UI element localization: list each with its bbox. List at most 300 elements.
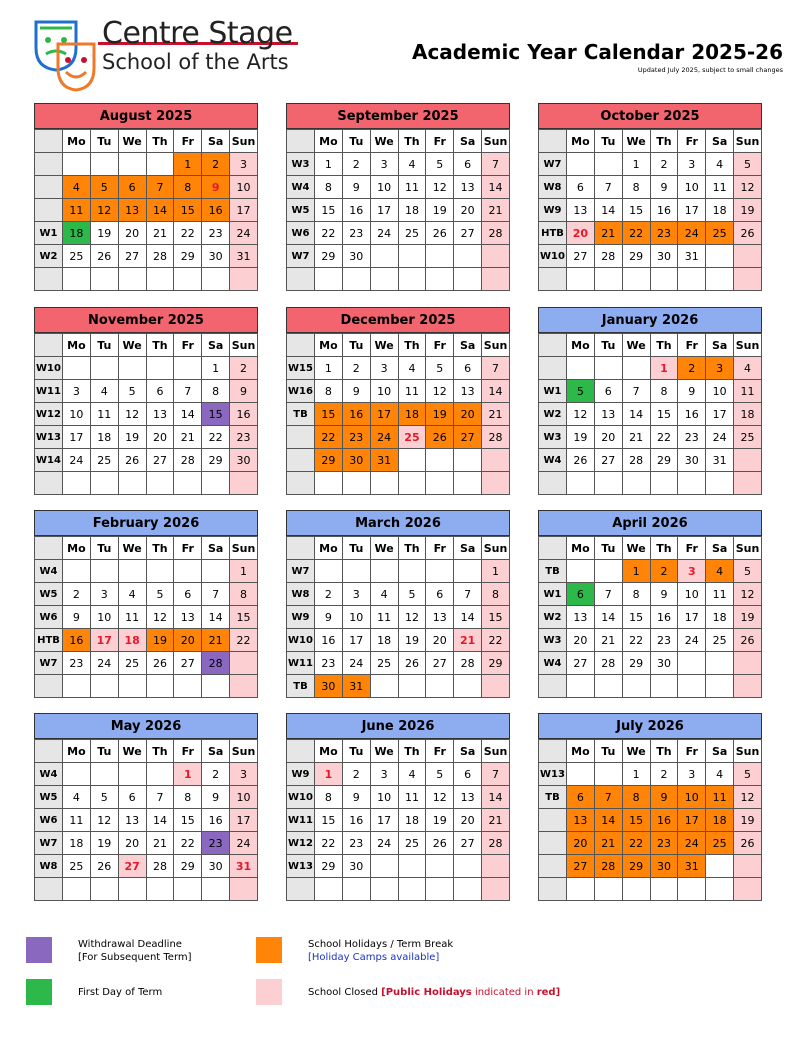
day-cell: 24 bbox=[230, 222, 258, 245]
day-cell: 22 bbox=[622, 222, 650, 245]
day-cell: 30 bbox=[650, 652, 678, 675]
month-table bbox=[538, 333, 762, 495]
week-number: TB bbox=[287, 675, 315, 698]
month-table bbox=[34, 129, 258, 291]
day-cell: 2 bbox=[230, 357, 258, 380]
day-cell: 10 bbox=[678, 176, 706, 199]
week-number: W11 bbox=[287, 809, 315, 832]
day-cell: 21 bbox=[594, 832, 622, 855]
week-row bbox=[35, 357, 258, 380]
day-cell: 2 bbox=[650, 560, 678, 583]
month-table bbox=[538, 129, 762, 291]
weekday-label: Sa bbox=[202, 334, 230, 357]
day-cell: 26 bbox=[567, 449, 595, 472]
weekday-label: Tu bbox=[594, 130, 622, 153]
week-number bbox=[539, 809, 567, 832]
theatre-masks-icon bbox=[30, 14, 100, 94]
empty-day-cell bbox=[118, 357, 146, 380]
day-cell: 25 bbox=[370, 652, 398, 675]
week-row bbox=[539, 560, 762, 583]
empty-day-cell bbox=[202, 268, 230, 291]
day-cell: 17 bbox=[678, 809, 706, 832]
day-cell: 30 bbox=[342, 245, 370, 268]
weekday-label: We bbox=[370, 740, 398, 763]
month-title: April 2026 bbox=[538, 510, 762, 536]
week-header-cell bbox=[35, 130, 63, 153]
week-number: W9 bbox=[287, 763, 315, 786]
day-cell: 9 bbox=[342, 176, 370, 199]
day-cell: 27 bbox=[454, 426, 482, 449]
day-cell: 30 bbox=[315, 675, 343, 698]
day-cell: 9 bbox=[230, 380, 258, 403]
empty-day-cell bbox=[370, 855, 398, 878]
day-cell: 23 bbox=[202, 832, 230, 855]
empty-day-cell bbox=[426, 245, 454, 268]
day-cell: 21 bbox=[594, 222, 622, 245]
day-cell: 29 bbox=[650, 449, 678, 472]
day-cell: 22 bbox=[482, 629, 510, 652]
weekday-label: We bbox=[118, 740, 146, 763]
day-cell: 12 bbox=[426, 176, 454, 199]
day-cell: 26 bbox=[426, 832, 454, 855]
day-cell: 29 bbox=[622, 652, 650, 675]
day-cell: 17 bbox=[90, 629, 118, 652]
week-row bbox=[287, 763, 510, 786]
day-cell: 15 bbox=[202, 403, 230, 426]
day-cell: 6 bbox=[567, 583, 595, 606]
empty-day-cell bbox=[482, 449, 510, 472]
day-cell: 31 bbox=[678, 245, 706, 268]
week-number: W9 bbox=[287, 606, 315, 629]
week-number: W4 bbox=[539, 449, 567, 472]
day-cell: 3 bbox=[63, 380, 91, 403]
empty-day-cell bbox=[230, 652, 258, 675]
empty-day-cell bbox=[342, 878, 370, 901]
month-january-2026 bbox=[538, 307, 762, 495]
week-number bbox=[35, 878, 63, 901]
day-cell: 12 bbox=[426, 380, 454, 403]
week-row bbox=[35, 472, 258, 495]
empty-day-cell bbox=[706, 245, 734, 268]
empty-day-cell bbox=[342, 472, 370, 495]
day-cell: 12 bbox=[90, 809, 118, 832]
legend-closed bbox=[308, 986, 560, 999]
day-cell: 13 bbox=[454, 380, 482, 403]
day-cell: 19 bbox=[567, 426, 595, 449]
day-cell: 6 bbox=[118, 176, 146, 199]
week-row bbox=[287, 472, 510, 495]
week-number: W8 bbox=[539, 176, 567, 199]
day-cell: 31 bbox=[230, 245, 258, 268]
day-cell: 27 bbox=[118, 245, 146, 268]
day-cell: 2 bbox=[678, 357, 706, 380]
school-logo bbox=[30, 14, 300, 94]
empty-day-cell bbox=[594, 268, 622, 291]
empty-day-cell bbox=[118, 268, 146, 291]
week-row bbox=[35, 878, 258, 901]
day-cell: 25 bbox=[398, 426, 426, 449]
weekday-label: We bbox=[622, 130, 650, 153]
weekday-label: Mo bbox=[567, 537, 595, 560]
day-cell: 14 bbox=[594, 199, 622, 222]
empty-day-cell bbox=[706, 675, 734, 698]
day-cell: 25 bbox=[63, 245, 91, 268]
day-cell: 7 bbox=[146, 176, 174, 199]
day-cell: 18 bbox=[398, 199, 426, 222]
day-cell: 22 bbox=[315, 222, 343, 245]
day-cell: 29 bbox=[174, 855, 202, 878]
empty-day-cell bbox=[622, 357, 650, 380]
day-cell: 7 bbox=[202, 583, 230, 606]
day-cell: 1 bbox=[174, 153, 202, 176]
day-cell: 10 bbox=[370, 380, 398, 403]
month-table bbox=[34, 536, 258, 698]
empty-day-cell bbox=[370, 245, 398, 268]
empty-day-cell bbox=[398, 855, 426, 878]
day-cell: 8 bbox=[315, 176, 343, 199]
empty-day-cell bbox=[118, 878, 146, 901]
week-number: W12 bbox=[287, 832, 315, 855]
day-cell: 9 bbox=[342, 380, 370, 403]
weekday-label: Mo bbox=[315, 537, 343, 560]
week-row bbox=[539, 357, 762, 380]
day-cell: 10 bbox=[90, 606, 118, 629]
legend-closed-indicated: indicated in bbox=[471, 987, 537, 998]
week-number: W10 bbox=[287, 629, 315, 652]
day-cell: 11 bbox=[118, 606, 146, 629]
empty-day-cell bbox=[146, 560, 174, 583]
week-number: W3 bbox=[539, 629, 567, 652]
day-cell: 29 bbox=[315, 449, 343, 472]
weekday-label: Mo bbox=[567, 740, 595, 763]
day-cell: 8 bbox=[202, 380, 230, 403]
day-cell: 12 bbox=[567, 403, 595, 426]
week-header-cell bbox=[287, 334, 315, 357]
day-cell: 1 bbox=[315, 153, 343, 176]
day-cell: 8 bbox=[482, 583, 510, 606]
day-cell: 18 bbox=[706, 809, 734, 832]
empty-day-cell bbox=[63, 878, 91, 901]
day-cell: 19 bbox=[426, 199, 454, 222]
day-cell: 4 bbox=[370, 583, 398, 606]
month-title: December 2025 bbox=[286, 307, 510, 333]
month-table bbox=[34, 739, 258, 901]
empty-day-cell bbox=[230, 878, 258, 901]
weekday-label: Sun bbox=[734, 537, 762, 560]
week-number: W2 bbox=[35, 245, 63, 268]
week-row bbox=[539, 153, 762, 176]
empty-day-cell bbox=[342, 560, 370, 583]
legend-swatch-first-day bbox=[26, 979, 52, 1005]
empty-day-cell bbox=[202, 560, 230, 583]
day-cell: 27 bbox=[567, 855, 595, 878]
empty-day-cell bbox=[90, 763, 118, 786]
week-row bbox=[35, 426, 258, 449]
day-cell: 27 bbox=[118, 855, 146, 878]
day-cell: 9 bbox=[202, 176, 230, 199]
day-cell: 30 bbox=[650, 245, 678, 268]
weekday-label: We bbox=[370, 537, 398, 560]
day-cell: 17 bbox=[230, 199, 258, 222]
day-cell: 5 bbox=[118, 380, 146, 403]
week-number bbox=[35, 176, 63, 199]
day-cell: 14 bbox=[146, 809, 174, 832]
empty-day-cell bbox=[202, 675, 230, 698]
weekday-label: Fr bbox=[678, 537, 706, 560]
empty-day-cell bbox=[567, 878, 595, 901]
weekday-label: Mo bbox=[315, 334, 343, 357]
day-cell: 17 bbox=[706, 403, 734, 426]
week-number: W4 bbox=[287, 176, 315, 199]
day-cell: 7 bbox=[482, 763, 510, 786]
day-cell: 8 bbox=[622, 786, 650, 809]
empty-day-cell bbox=[118, 472, 146, 495]
day-cell: 6 bbox=[146, 380, 174, 403]
weekday-label: Mo bbox=[63, 130, 91, 153]
weekday-label: Tu bbox=[342, 740, 370, 763]
day-cell: 25 bbox=[398, 832, 426, 855]
empty-day-cell bbox=[63, 472, 91, 495]
day-cell: 27 bbox=[454, 222, 482, 245]
day-cell: 23 bbox=[650, 222, 678, 245]
week-row bbox=[287, 245, 510, 268]
month-title: September 2025 bbox=[286, 103, 510, 129]
empty-day-cell bbox=[706, 268, 734, 291]
day-cell: 26 bbox=[734, 629, 762, 652]
day-cell: 15 bbox=[174, 809, 202, 832]
week-number bbox=[287, 472, 315, 495]
day-cell: 16 bbox=[315, 629, 343, 652]
day-cell: 10 bbox=[706, 380, 734, 403]
week-row bbox=[35, 245, 258, 268]
legend-withdrawal-label: Withdrawal Deadline bbox=[78, 939, 182, 950]
empty-day-cell bbox=[398, 268, 426, 291]
empty-day-cell bbox=[63, 357, 91, 380]
week-header-cell bbox=[287, 740, 315, 763]
month-title: July 2026 bbox=[538, 713, 762, 739]
week-row bbox=[539, 449, 762, 472]
week-row bbox=[287, 675, 510, 698]
empty-day-cell bbox=[454, 675, 482, 698]
day-cell: 7 bbox=[454, 583, 482, 606]
weekday-label: Sa bbox=[454, 537, 482, 560]
week-row bbox=[35, 786, 258, 809]
empty-day-cell bbox=[90, 675, 118, 698]
weekday-label: We bbox=[622, 740, 650, 763]
week-row bbox=[287, 832, 510, 855]
week-number: W12 bbox=[35, 403, 63, 426]
empty-day-cell bbox=[426, 560, 454, 583]
empty-day-cell bbox=[622, 878, 650, 901]
week-row bbox=[35, 199, 258, 222]
empty-day-cell bbox=[622, 268, 650, 291]
empty-day-cell bbox=[315, 878, 343, 901]
day-cell: 21 bbox=[482, 403, 510, 426]
week-row bbox=[35, 449, 258, 472]
weekday-label: Sa bbox=[202, 740, 230, 763]
day-cell: 9 bbox=[315, 606, 343, 629]
week-row bbox=[287, 268, 510, 291]
day-cell: 16 bbox=[650, 809, 678, 832]
weekday-header-row bbox=[539, 130, 762, 153]
empty-day-cell bbox=[734, 652, 762, 675]
weekday-label: Tu bbox=[342, 537, 370, 560]
empty-day-cell bbox=[650, 878, 678, 901]
week-number: W5 bbox=[35, 583, 63, 606]
day-cell: 21 bbox=[594, 629, 622, 652]
day-cell: 18 bbox=[398, 809, 426, 832]
month-july-2026 bbox=[538, 713, 762, 901]
weekday-label: Th bbox=[650, 334, 678, 357]
weekday-label: Sa bbox=[202, 537, 230, 560]
day-cell: 16 bbox=[202, 809, 230, 832]
empty-day-cell bbox=[734, 245, 762, 268]
week-number: W15 bbox=[287, 357, 315, 380]
logo-text-line2: School of the Arts bbox=[102, 50, 289, 74]
week-row bbox=[287, 629, 510, 652]
weekday-label: Fr bbox=[426, 740, 454, 763]
empty-day-cell bbox=[174, 357, 202, 380]
day-cell: 18 bbox=[734, 403, 762, 426]
day-cell: 1 bbox=[482, 560, 510, 583]
day-cell: 13 bbox=[454, 786, 482, 809]
empty-day-cell bbox=[594, 878, 622, 901]
day-cell: 29 bbox=[482, 652, 510, 675]
week-number bbox=[287, 878, 315, 901]
week-row bbox=[539, 176, 762, 199]
week-row bbox=[539, 583, 762, 606]
empty-day-cell bbox=[678, 472, 706, 495]
empty-day-cell bbox=[650, 268, 678, 291]
legend-holidays-note: [Holiday Camps available] bbox=[308, 952, 440, 963]
empty-day-cell bbox=[370, 675, 398, 698]
week-number bbox=[35, 472, 63, 495]
weekday-label: Th bbox=[398, 334, 426, 357]
weekday-label: Sun bbox=[734, 130, 762, 153]
day-cell: 2 bbox=[650, 153, 678, 176]
week-row bbox=[287, 560, 510, 583]
day-cell: 12 bbox=[118, 403, 146, 426]
weekday-label: Fr bbox=[678, 130, 706, 153]
day-cell: 22 bbox=[315, 426, 343, 449]
day-cell: 26 bbox=[426, 426, 454, 449]
week-number: W11 bbox=[35, 380, 63, 403]
week-number bbox=[539, 855, 567, 878]
day-cell: 22 bbox=[174, 832, 202, 855]
weekday-label: Tu bbox=[594, 334, 622, 357]
week-number bbox=[539, 878, 567, 901]
week-number: TB bbox=[539, 560, 567, 583]
day-cell: 30 bbox=[342, 855, 370, 878]
empty-day-cell bbox=[482, 245, 510, 268]
week-number bbox=[35, 199, 63, 222]
week-header-cell bbox=[287, 537, 315, 560]
week-header-cell bbox=[539, 130, 567, 153]
day-cell: 28 bbox=[594, 245, 622, 268]
empty-day-cell bbox=[146, 357, 174, 380]
day-cell: 21 bbox=[174, 426, 202, 449]
empty-day-cell bbox=[734, 449, 762, 472]
empty-day-cell bbox=[567, 560, 595, 583]
month-august-2025 bbox=[34, 103, 258, 291]
day-cell: 10 bbox=[678, 583, 706, 606]
day-cell: 4 bbox=[63, 786, 91, 809]
day-cell: 12 bbox=[146, 606, 174, 629]
weekday-label: Sa bbox=[454, 334, 482, 357]
weekday-label: Sun bbox=[230, 740, 258, 763]
day-cell: 12 bbox=[426, 786, 454, 809]
week-row bbox=[539, 268, 762, 291]
month-table bbox=[286, 536, 510, 698]
empty-day-cell bbox=[734, 472, 762, 495]
day-cell: 25 bbox=[706, 832, 734, 855]
day-cell: 20 bbox=[567, 832, 595, 855]
month-table bbox=[286, 129, 510, 291]
week-number: W2 bbox=[539, 606, 567, 629]
empty-day-cell bbox=[678, 652, 706, 675]
day-cell: 16 bbox=[202, 199, 230, 222]
empty-day-cell bbox=[594, 153, 622, 176]
weekday-label: Tu bbox=[90, 334, 118, 357]
weekday-label: Fr bbox=[426, 537, 454, 560]
day-cell: 6 bbox=[174, 583, 202, 606]
day-cell: 20 bbox=[567, 222, 595, 245]
day-cell: 11 bbox=[63, 199, 91, 222]
day-cell: 29 bbox=[202, 449, 230, 472]
week-number bbox=[539, 268, 567, 291]
empty-day-cell bbox=[90, 560, 118, 583]
day-cell: 29 bbox=[315, 855, 343, 878]
day-cell: 11 bbox=[706, 176, 734, 199]
empty-day-cell bbox=[174, 878, 202, 901]
day-cell: 13 bbox=[146, 403, 174, 426]
weekday-label: Sun bbox=[230, 334, 258, 357]
day-cell: 20 bbox=[454, 809, 482, 832]
weekday-label: Mo bbox=[63, 334, 91, 357]
day-cell: 16 bbox=[230, 403, 258, 426]
week-row bbox=[35, 652, 258, 675]
day-cell: 3 bbox=[678, 560, 706, 583]
day-cell: 28 bbox=[202, 652, 230, 675]
week-header-cell bbox=[35, 537, 63, 560]
month-title: January 2026 bbox=[538, 307, 762, 333]
day-cell: 11 bbox=[90, 403, 118, 426]
day-cell: 26 bbox=[398, 652, 426, 675]
day-cell: 4 bbox=[734, 357, 762, 380]
empty-day-cell bbox=[63, 675, 91, 698]
day-cell: 24 bbox=[370, 832, 398, 855]
day-cell: 22 bbox=[230, 629, 258, 652]
empty-day-cell bbox=[118, 675, 146, 698]
day-cell: 16 bbox=[63, 629, 91, 652]
day-cell: 7 bbox=[482, 357, 510, 380]
weekday-label: Fr bbox=[678, 740, 706, 763]
day-cell: 24 bbox=[230, 832, 258, 855]
day-cell: 6 bbox=[118, 786, 146, 809]
day-cell: 4 bbox=[398, 153, 426, 176]
day-cell: 13 bbox=[567, 809, 595, 832]
empty-day-cell bbox=[174, 560, 202, 583]
empty-day-cell bbox=[454, 855, 482, 878]
day-cell: 11 bbox=[706, 786, 734, 809]
empty-day-cell bbox=[426, 878, 454, 901]
week-number: W7 bbox=[287, 560, 315, 583]
weekday-label: Sun bbox=[482, 537, 510, 560]
day-cell: 14 bbox=[482, 786, 510, 809]
day-cell: 12 bbox=[734, 176, 762, 199]
day-cell: 28 bbox=[482, 426, 510, 449]
empty-day-cell bbox=[650, 675, 678, 698]
